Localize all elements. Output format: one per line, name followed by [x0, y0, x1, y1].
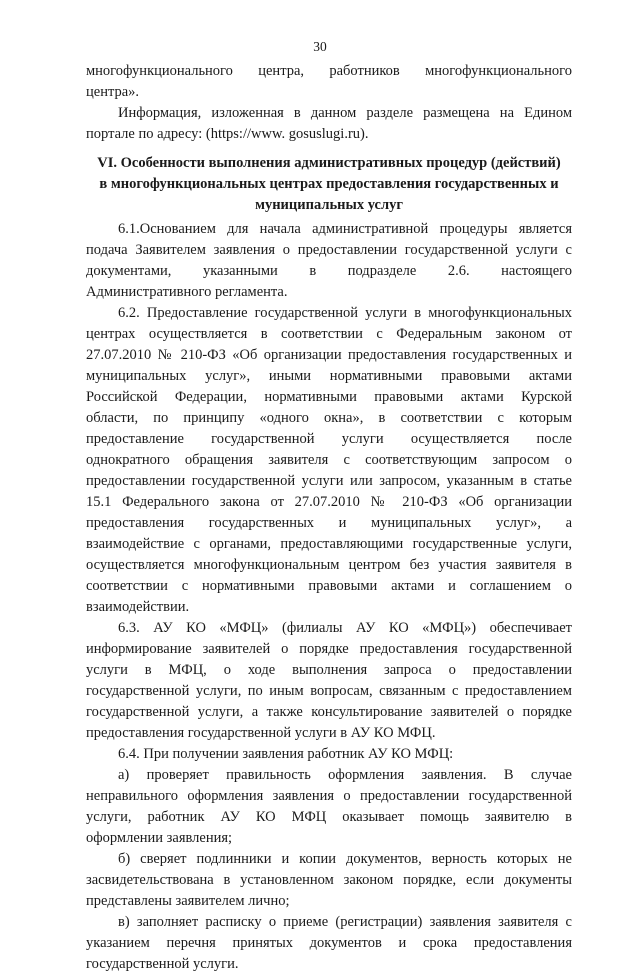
text-line: муниципальных услуг», иными нормативными правовыми актами — [86, 368, 572, 384]
text-line: услуги, работник АУ КО МФЦ оказывает помощь заявителю в — [86, 809, 572, 825]
text-line: Российской Федерации, нормативными правовыми актами Курской — [86, 389, 572, 405]
intro-paragraph — [86, 61, 572, 145]
text-line: однократного обращения заявителя с соответствующим запросом о — [86, 452, 572, 468]
text-line: взаимодействие с органами, предоставляющими государственные услуги, — [86, 536, 572, 552]
text-line: подача Заявителем заявления о предоставлении государственной услуги с — [86, 242, 572, 258]
text-line: 6.4. При получении заявления работник АУ КО МФЦ: — [118, 746, 454, 762]
paragraph-6-2 — [86, 303, 572, 618]
text-line: области, по принципу «одного окна», в соответствии с которым — [86, 410, 572, 426]
text-line: предоставления государственной услуги в АУ КО МФЦ. — [86, 725, 436, 741]
heading-line: муниципальных услуг — [255, 197, 403, 213]
text-line: 27.07.2010 № 210-ФЗ «Об организации предоставления государственных и — [86, 347, 572, 363]
list-item-b — [86, 849, 572, 912]
text-line: б) сверяет подлинники и копии документов, верность которых не — [118, 851, 572, 867]
paragraph-6-1 — [86, 219, 572, 303]
text-line: предоставления государственных и муниципальных услуг», а — [86, 515, 572, 531]
text-line: государственной услуги, по иным вопросам, связанным с предоставлением — [86, 683, 572, 699]
list-item-a — [86, 765, 572, 849]
text-line: 6.1.Основанием для начала административной процедуры является — [118, 221, 572, 237]
text-line: документами, указанными в подразделе 2.6. настоящего — [86, 263, 572, 279]
text-line: 15.1 Федерального закона от 27.07.2010 № 210-ФЗ «Об организации — [86, 494, 572, 510]
text-line: информирование заявителей о порядке предоставления государственной — [86, 641, 572, 657]
list-item-c — [86, 912, 572, 975]
text-line: представлены заявителем лично; — [86, 893, 290, 909]
text-line: центрах осуществляется в соответствии с Федеральным законом от — [86, 326, 572, 342]
text-line: засвидетельствована в установленном законом порядке, если документы — [86, 872, 572, 888]
text-line: предоставление государственной услуги осуществляется после — [86, 431, 572, 447]
section-heading — [86, 153, 572, 216]
text-line: оформлении заявления; — [86, 830, 233, 846]
page-number: 30 — [313, 39, 327, 54]
text-line: предоставлении государственной услуги или запросом, указанным в статье — [86, 473, 572, 489]
text-line: государственной услуги. — [86, 956, 239, 972]
heading-line: VI. Особенности выполнения административных процедур (действий) — [97, 155, 561, 171]
text-line: в) заполняет расписку о приеме (регистрации) заявления заявителя с — [118, 914, 572, 930]
text-line: неправильного оформления заявления о предоставлении государственной — [86, 788, 572, 804]
text-line: 6.2. Предоставление государственной услуги в многофункциональных — [118, 305, 572, 321]
section-body — [86, 219, 572, 975]
text-line: соответствии с нормативными правовыми актами и соглашением о — [86, 578, 572, 594]
heading-line: в многофункциональных центрах предоставления государственных и — [99, 176, 559, 192]
text-line: центра». — [86, 84, 140, 100]
text-line: государственной услуги, а также консультирование заявителей о порядке — [86, 704, 572, 720]
paragraph-6-3 — [86, 618, 572, 744]
paragraph-6-4 — [86, 744, 572, 765]
text-line: 6.3. АУ КО «МФЦ» (филиалы АУ КО «МФЦ») обеспечивает — [118, 620, 572, 636]
text-line: Информация, изложенная в данном разделе размещена на Едином — [118, 105, 572, 121]
text-line: указанием перечня принятых документов и срока предоставления — [86, 935, 572, 951]
text-line: а) проверяет правильность оформления заявления. В случае — [118, 767, 572, 783]
text-line: взаимодействии. — [86, 599, 190, 615]
text-line: услуги в МФЦ, о ходе выполнения запроса о предоставлении — [86, 662, 572, 678]
text-line: многофункционального центра, работников многофункционального — [86, 63, 572, 79]
text-line: Административного регламента. — [86, 284, 288, 300]
text-line: осуществляется многофункциональным центром без участия заявителя в — [86, 557, 572, 573]
text-line: портале по адресу: (https://www. gosuslugi.ru). — [86, 126, 369, 142]
